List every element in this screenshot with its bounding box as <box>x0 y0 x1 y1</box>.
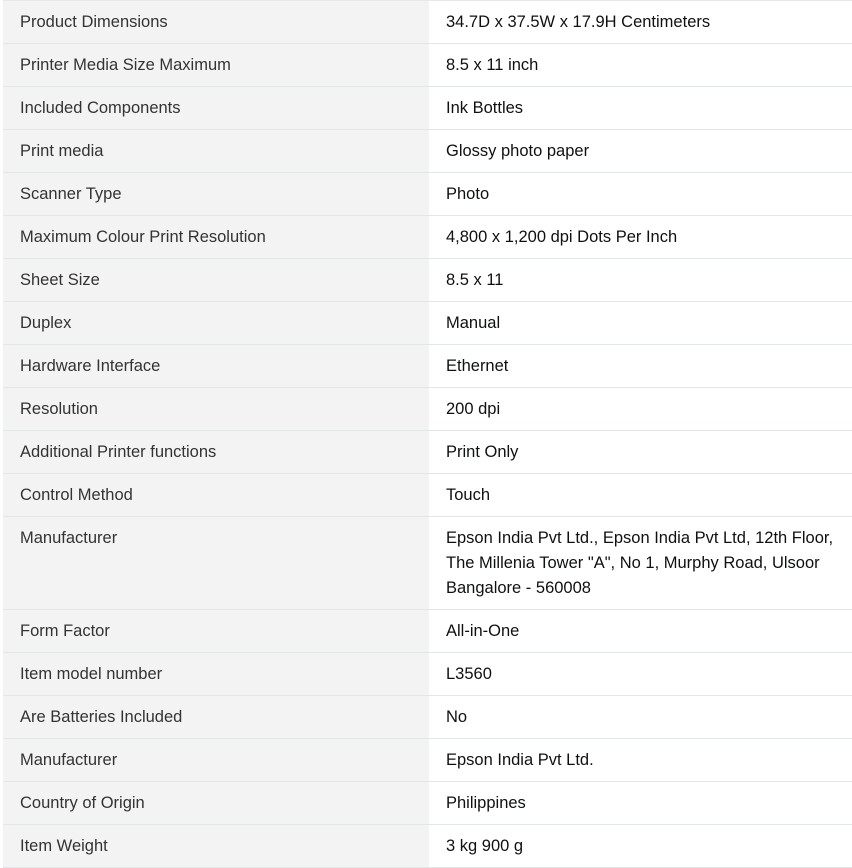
spec-value: Manual <box>429 302 852 345</box>
spec-label: Sheet Size <box>3 259 429 302</box>
spec-row-maximum-colour-print-resolution <box>3 216 852 259</box>
spec-label: Hardware Interface <box>3 345 429 388</box>
spec-label: Manufacturer <box>3 739 429 782</box>
spec-row-print-media <box>3 130 852 173</box>
spec-label: Scanner Type <box>3 173 429 216</box>
spec-label: Manufacturer <box>3 517 429 610</box>
spec-value: 200 dpi <box>429 388 852 431</box>
spec-value: 4,800 x 1,200 dpi Dots Per Inch <box>429 216 852 259</box>
spec-row-item-weight <box>3 825 852 868</box>
spec-row-product-dimensions <box>3 1 852 44</box>
spec-row-duplex <box>3 302 852 345</box>
spec-label: Included Components <box>3 87 429 130</box>
spec-row-resolution <box>3 388 852 431</box>
spec-value: L3560 <box>429 653 852 696</box>
spec-value: Touch <box>429 474 852 517</box>
spec-row-are-batteries-included <box>3 696 852 739</box>
spec-label: Maximum Colour Print Resolution <box>3 216 429 259</box>
spec-value: Glossy photo paper <box>429 130 852 173</box>
spec-value: Ethernet <box>429 345 852 388</box>
spec-row-printer-media-size-maximum <box>3 44 852 87</box>
spec-row-control-method <box>3 474 852 517</box>
spec-value: Photo <box>429 173 852 216</box>
spec-row-included-components <box>3 87 852 130</box>
spec-label: Product Dimensions <box>3 1 429 44</box>
spec-label: Duplex <box>3 302 429 345</box>
spec-row-form-factor <box>3 610 852 653</box>
spec-row-additional-printer-functions <box>3 431 852 474</box>
spec-value: Epson India Pvt Ltd., Epson India Pvt Ltd, 12th Floor, The Millenia Tower "A", No 1, Murphy Road, Ulsoor Bangalore - 560008 <box>429 517 852 610</box>
spec-label: Are Batteries Included <box>3 696 429 739</box>
spec-value: All-in-One <box>429 610 852 653</box>
product-specifications-table <box>3 0 852 868</box>
spec-value: 3 kg 900 g <box>429 825 852 868</box>
spec-value: 34.7D x 37.5W x 17.9H Centimeters <box>429 1 852 44</box>
spec-row-scanner-type <box>3 173 852 216</box>
spec-value: 8.5 x 11 <box>429 259 852 302</box>
spec-row-manufacturer <box>3 739 852 782</box>
spec-label: Additional Printer functions <box>3 431 429 474</box>
spec-label: Control Method <box>3 474 429 517</box>
spec-row-sheet-size <box>3 259 852 302</box>
spec-value: Epson India Pvt Ltd. <box>429 739 852 782</box>
spec-row-manufacturer-address <box>3 517 852 610</box>
spec-row-country-of-origin <box>3 782 852 825</box>
spec-label: Print media <box>3 130 429 173</box>
spec-value: 8.5 x 11 inch <box>429 44 852 87</box>
spec-value: Ink Bottles <box>429 87 852 130</box>
spec-row-hardware-interface <box>3 345 852 388</box>
spec-value: No <box>429 696 852 739</box>
spec-label: Printer Media Size Maximum <box>3 44 429 87</box>
spec-label: Country of Origin <box>3 782 429 825</box>
spec-value: Philippines <box>429 782 852 825</box>
spec-label: Resolution <box>3 388 429 431</box>
spec-label: Item Weight <box>3 825 429 868</box>
spec-row-item-model-number <box>3 653 852 696</box>
spec-label: Item model number <box>3 653 429 696</box>
spec-label: Form Factor <box>3 610 429 653</box>
spec-value: Print Only <box>429 431 852 474</box>
